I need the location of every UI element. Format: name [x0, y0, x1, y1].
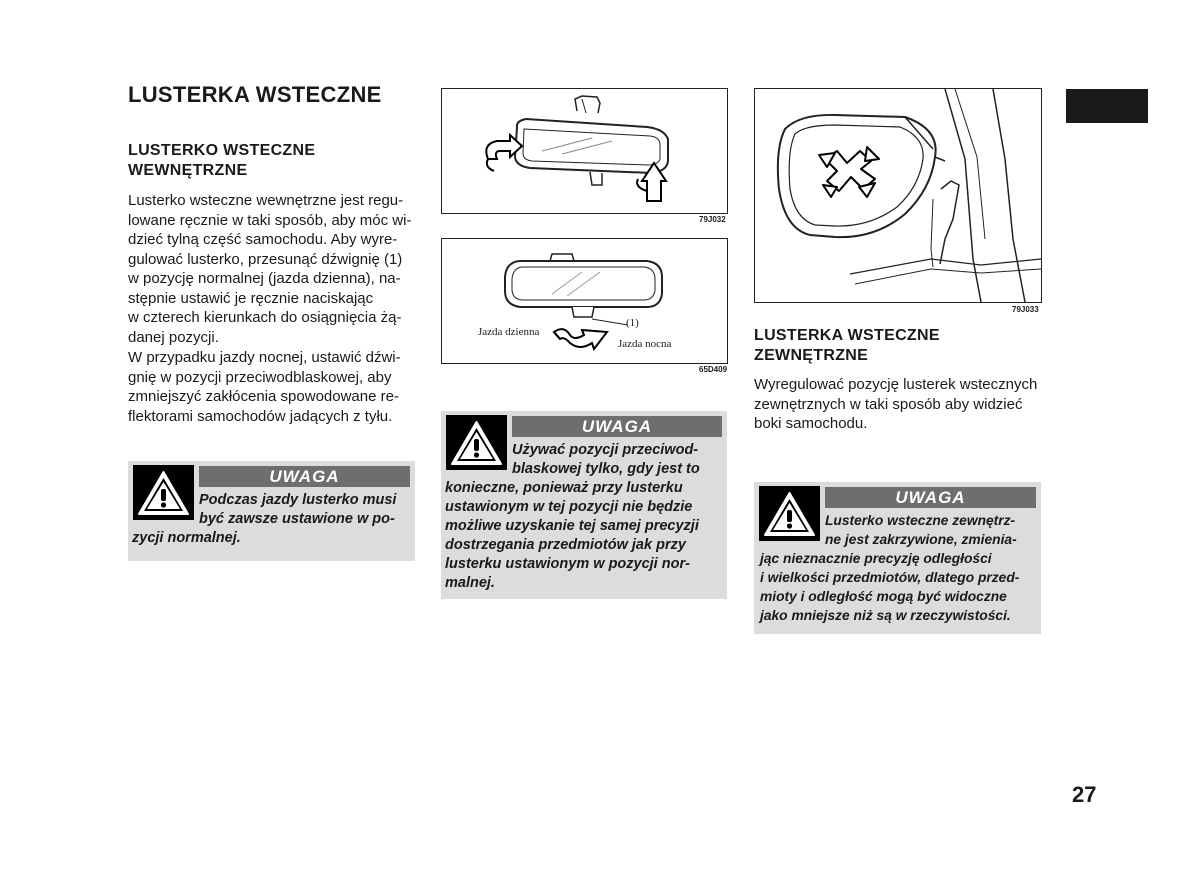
- text-line: danej pozycji.: [128, 328, 219, 346]
- text-line: zmniejszyć zakłócenia spowodowane re-: [128, 388, 399, 405]
- heading-line: ZEWNĘTRZNE: [754, 347, 869, 364]
- section-heading-internal-mirror: [128, 141, 315, 181]
- text-line: gulować lusterko, przesunąć dźwignię (1): [128, 250, 403, 268]
- text-line: jąc nieznacznie precyzję odległości: [760, 551, 992, 566]
- warning-header: UWAGA: [199, 466, 410, 487]
- text-line: i wielkości przedmiotów, dlatego przed-: [760, 570, 1020, 585]
- warning-triangle-icon: [133, 465, 194, 520]
- warning-box: [441, 411, 727, 599]
- heading-line: WEWNĘTRZNE: [128, 162, 248, 179]
- lever-label: (1): [626, 317, 639, 329]
- mirror-adjust-illustration: [442, 89, 727, 213]
- figure-code: 79J032: [699, 215, 726, 224]
- day-driving-label: Jazda dzienna: [478, 326, 540, 338]
- text-line: dostrzegania przedmiotów jak przy: [445, 537, 686, 553]
- page-title: LUSTERKA WSTECZNE: [128, 82, 382, 107]
- figure-day-night-lever: [441, 238, 728, 364]
- text-line: Lusterko wsteczne zewnętrz-: [825, 513, 1016, 528]
- text-line: Używać pozycji przeciwod-: [512, 442, 699, 458]
- section-heading-exterior-mirror: [754, 326, 940, 366]
- text-line: Lusterko wsteczne wewnętrzne jest regu-: [128, 192, 404, 209]
- warning-header: UWAGA: [825, 487, 1036, 508]
- paragraph-night-driving: [128, 348, 415, 426]
- page-number: 27: [1072, 782, 1097, 807]
- paragraph-internal-mirror: [128, 191, 415, 347]
- text-line: jako mniejsze niż są w rzeczywistości.: [760, 608, 1011, 623]
- day-night-illustration: [442, 239, 727, 363]
- text-line: boki samochodu.: [754, 415, 868, 432]
- text-line: możliwe uzyskanie tej samej precyzji: [445, 518, 699, 534]
- text-line: ustawionym w tej pozycji nie będzie: [445, 499, 693, 515]
- text-line: W przypadku jazdy nocnej, ustawić dźwi-: [128, 349, 401, 366]
- text-line: w pozycję normalnej (jazda dzienna), na-: [128, 270, 401, 287]
- text-line: mioty i odległość mogą być widoczne: [760, 589, 1007, 604]
- warning-box: [754, 482, 1041, 634]
- text-line: Wyregulować pozycję lusterek wstecznych: [754, 376, 1038, 393]
- text-line: malnej.: [445, 575, 495, 591]
- text-line: blaskowej tylko, gdy jest to: [512, 461, 700, 477]
- night-driving-label: Jazda nocna: [618, 338, 672, 350]
- heading-line: LUSTERKO WSTECZNE: [128, 142, 316, 159]
- text-line: lusterku ustawionym w pozycji nor-: [445, 556, 690, 572]
- warning-triangle-icon: [759, 486, 820, 541]
- figure-mirror-adjust: [441, 88, 728, 214]
- text-line: flektorami samochodów jadących z tyłu.: [128, 407, 393, 425]
- text-line: ne jest zakrzywione, zmienia-: [825, 532, 1017, 547]
- text-line: zewnętrznych w taki sposób aby widzieć: [754, 395, 1023, 413]
- warning-triangle-icon: [446, 415, 507, 470]
- paragraph-exterior-mirror: [754, 375, 1044, 434]
- text-line: być zawsze ustawione w po-: [199, 511, 395, 527]
- exterior-mirror-illustration: [755, 89, 1041, 302]
- figure-code: 79J033: [1012, 305, 1039, 314]
- text-line: w czterech kierunkach do osiągnięcia żą-: [128, 309, 402, 326]
- heading-line: LUSTERKA WSTECZNE: [754, 327, 940, 344]
- text-line: konieczne, ponieważ przy lusterku: [445, 480, 683, 496]
- text-line: stępnie ustawić je ręcznie naciskając: [128, 289, 374, 307]
- text-line: Podczas jazdy lusterko musi: [199, 492, 397, 508]
- text-line: dzieć tylną część samochodu. Aby wyre-: [128, 231, 398, 248]
- warning-header: UWAGA: [512, 416, 722, 437]
- text-line: gnię w pozycji przeciwodblaskowej, aby: [128, 368, 392, 386]
- chapter-tab: [1066, 89, 1148, 123]
- warning-box: [128, 461, 415, 561]
- figure-code: 65D409: [699, 365, 728, 374]
- text-line: lowane ręcznie w taki sposób, aby móc wi-: [128, 211, 412, 229]
- text-line: zycji normalnej.: [132, 530, 241, 546]
- figure-exterior-mirror: [754, 88, 1042, 303]
